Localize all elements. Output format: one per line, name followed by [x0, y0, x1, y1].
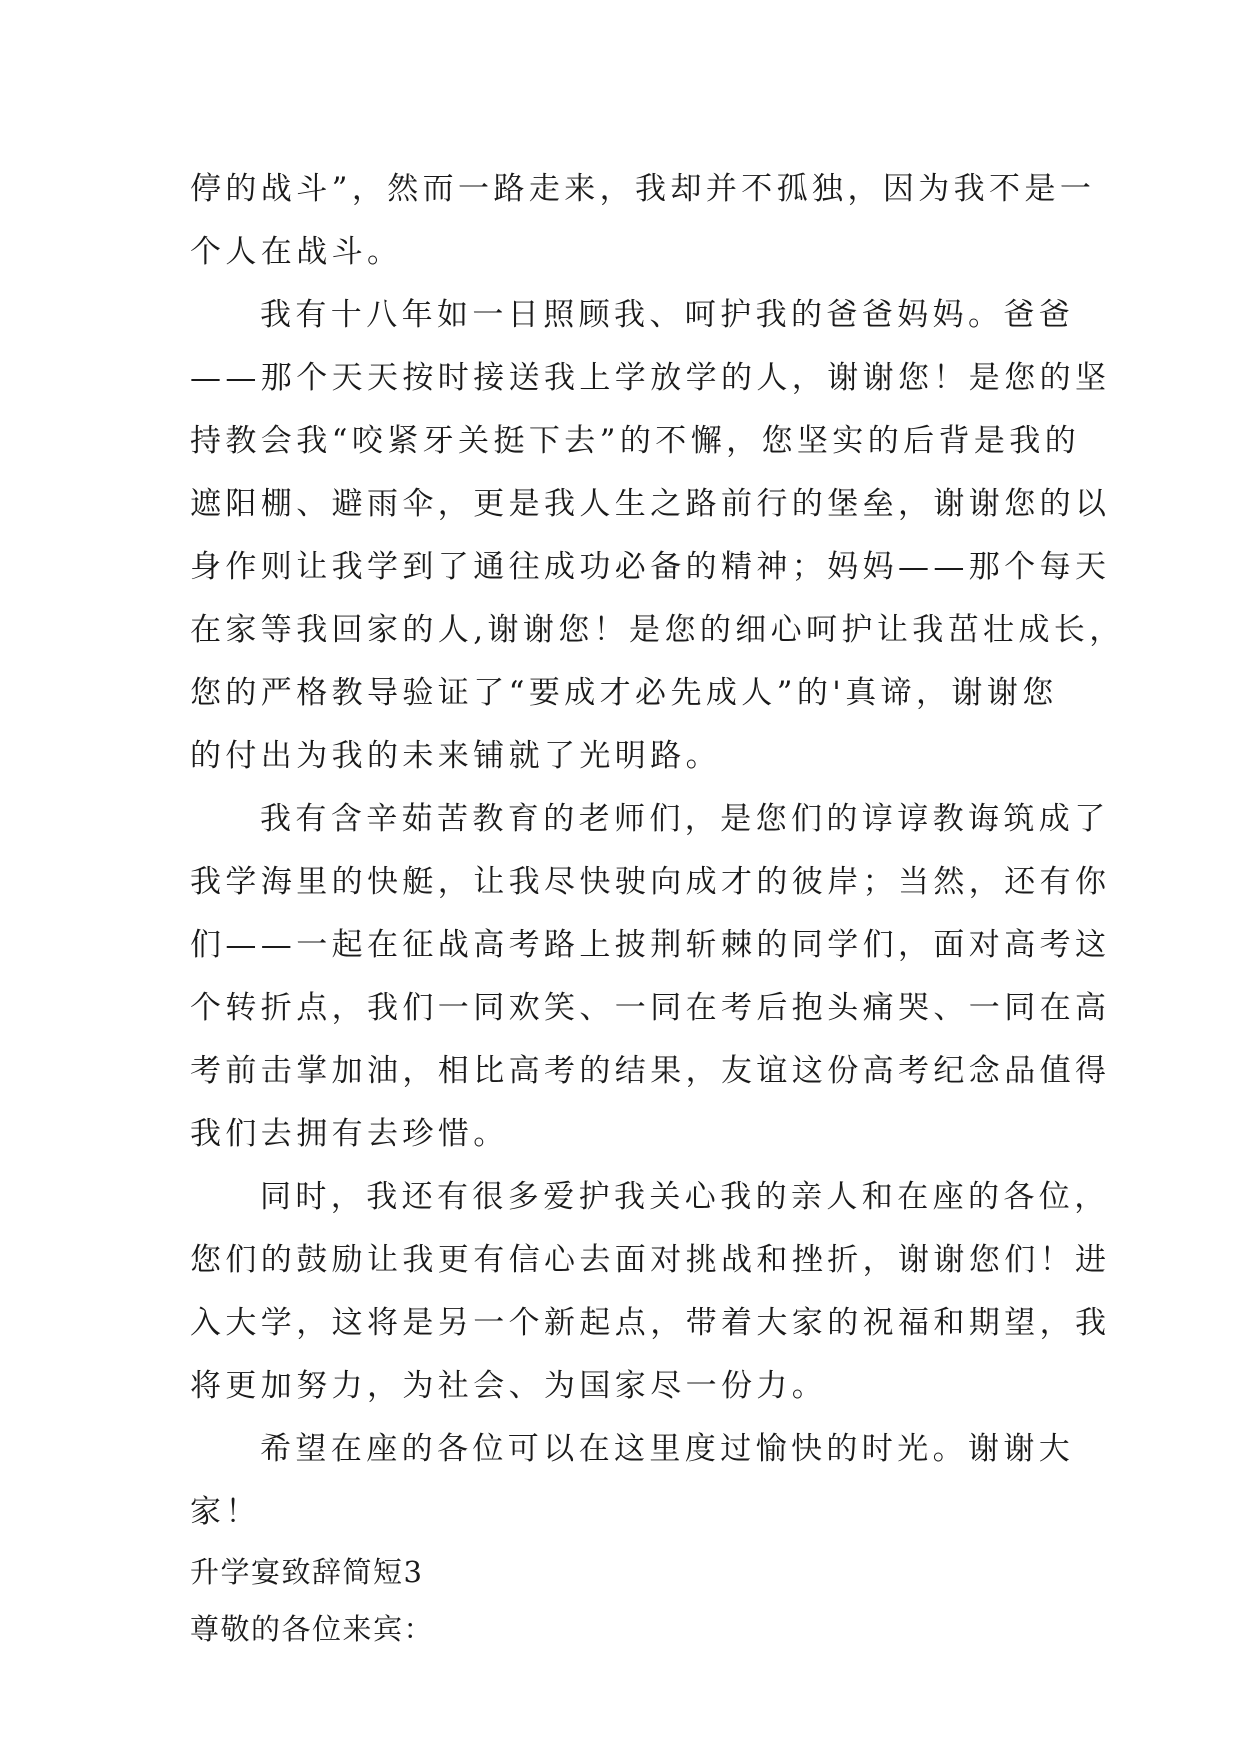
- paragraph: [190, 284, 1125, 788]
- text-line: 个转折点，我们一同欢笑、一同在考后抱头痛哭、一同在高: [190, 990, 1111, 1026]
- paragraph: [190, 158, 1096, 284]
- text-line: 入大学，这将是另一个新起点，带着大家的祝福和期望，我: [190, 1305, 1111, 1341]
- text-line: 考前击掌加油，相比高考的结果，友谊这份高考纪念品值得: [190, 1053, 1111, 1089]
- text-line: 在家等我回家的人,谢谢您！是您的细心呵护让我茁壮成长，: [190, 612, 1125, 648]
- text-line: 您们的鼓励让我更有信心去面对挑战和挫折，谢谢您们！进: [190, 1242, 1111, 1278]
- paragraph: [190, 1166, 1111, 1418]
- text-line: 遮阳棚、避雨伞，更是我人生之路前行的堡垒，谢谢您的以: [190, 486, 1111, 522]
- text-line: 将更加努力，为社会、为国家尽一份力。: [190, 1368, 828, 1404]
- text-line: 同时，我还有很多爱护我关心我的亲人和在座的各位，: [260, 1179, 1110, 1215]
- salutation: 尊敬的各位来宾：: [190, 1612, 435, 1646]
- text-line: 您的严格教导验证了“要成才必先成人”的'真谛，谢谢您: [190, 675, 1058, 711]
- text-line: 个人在战斗。: [190, 234, 403, 270]
- section-title: 升学宴致辞简短3: [190, 1555, 424, 1589]
- text-line: 家！: [190, 1494, 261, 1530]
- text-line: 身作则让我学到了通往成功必备的精神；妈妈——那个每天: [190, 549, 1111, 585]
- text-line: 我学海里的快艇，让我尽快驶向成才的彼岸；当然，还有你: [190, 864, 1111, 900]
- paragraph: [190, 788, 1111, 1166]
- text-line: 我有十八年如一日照顾我、呵护我的爸爸妈妈。爸爸: [260, 297, 1075, 333]
- text-line: 的付出为我的未来铺就了光明路。: [190, 738, 721, 774]
- text-line: 持教会我“咬紧牙关挺下去”的不懈，您坚实的后背是我的: [190, 423, 1081, 459]
- document-body: [190, 158, 1125, 1658]
- text-line: 希望在座的各位可以在这里度过愉快的时光。谢谢大: [260, 1431, 1075, 1467]
- text-line: 我有含辛茹苦教育的老师们，是您们的谆谆教诲筑成了: [260, 801, 1110, 837]
- text-line: ——那个天天按时接送我上学放学的人，谢谢您！是您的坚: [190, 360, 1111, 396]
- paragraph: [190, 1418, 1075, 1544]
- text-line: 我们去拥有去珍惜。: [190, 1116, 509, 1152]
- text-line: 停的战斗”，然而一路走来，我却并不孤独，因为我不是一: [190, 171, 1096, 207]
- text-line: 们——一起在征战高考路上披荆斩棘的同学们，面对高考这: [190, 927, 1111, 963]
